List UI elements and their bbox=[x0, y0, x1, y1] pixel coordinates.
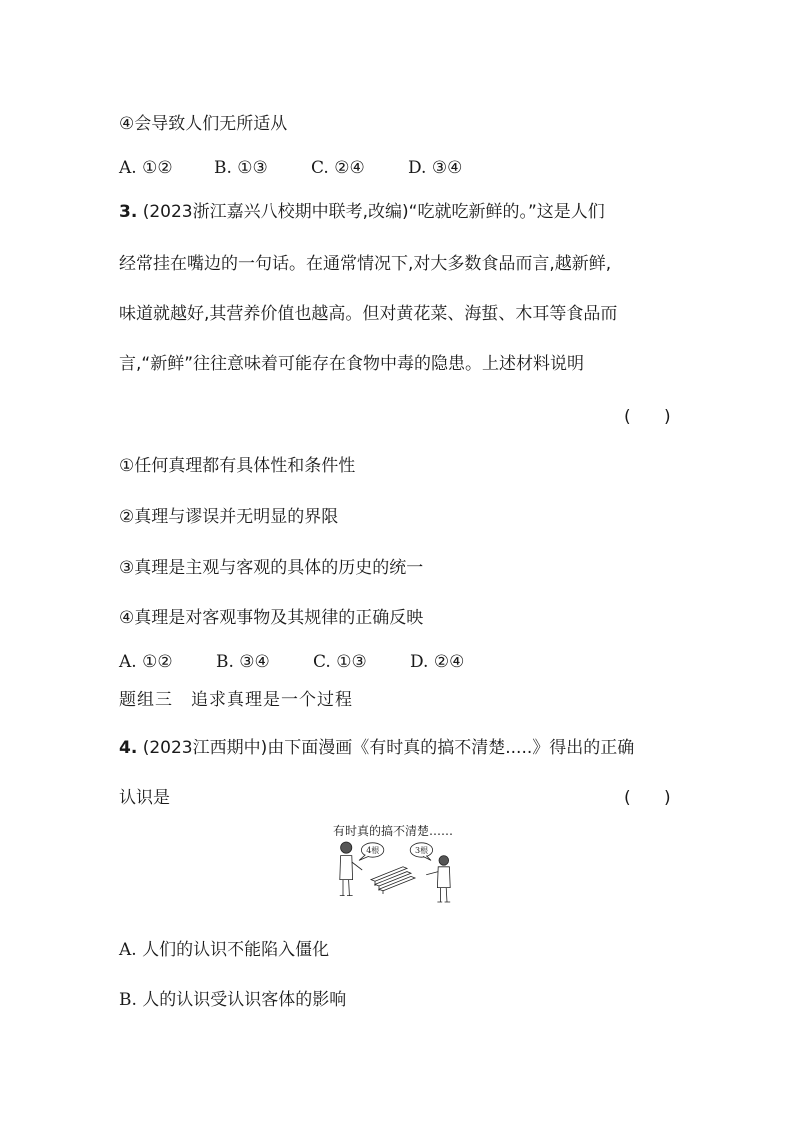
q4-line-1 bbox=[119, 736, 634, 760]
q3-answer-paren[interactable]: ( ) bbox=[624, 407, 685, 427]
left-bubble-text: 4根 bbox=[366, 846, 380, 856]
q2-option-d[interactable]: D. ③④ bbox=[408, 158, 463, 178]
q3-option-a[interactable]: A. ①② bbox=[119, 652, 173, 672]
q3-item-4: ④真理是对客观事物及其规律的正确反映 bbox=[119, 608, 424, 628]
q4-option-a[interactable]: A. 人们的认识不能陷入僵化 bbox=[119, 940, 330, 960]
q3-line-3: 味道就越好,其营养价值也越高。但对黄花菜、海蜇、木耳等食品而 bbox=[119, 304, 618, 324]
q3-line-2: 经常挂在嘴边的一句话。在通常情况下,对大多数食品而言,越新鲜, bbox=[119, 254, 612, 274]
q2-options bbox=[119, 156, 462, 180]
right-person-figure bbox=[426, 856, 450, 902]
q3-line-1 bbox=[119, 200, 605, 224]
q3-option-b[interactable]: B. ③④ bbox=[216, 652, 270, 672]
comic-illustration bbox=[320, 838, 470, 918]
q2-option-c[interactable]: C. ②④ bbox=[311, 158, 365, 178]
q2-option-b[interactable]: B. ①③ bbox=[214, 158, 268, 178]
q4-text-1: (2023江西期中)由下面漫画《有时真的搞不清楚.....》得出的正确 bbox=[142, 738, 635, 758]
right-bubble-text: 3根 bbox=[415, 846, 429, 856]
q3-text-1: (2023浙江嘉兴八校期中联考,改编)“吃就吃新鲜的。”这是人们 bbox=[142, 202, 605, 222]
q3-item-2: ②真理与谬误并无明显的界限 bbox=[119, 507, 339, 527]
comic-caption: 有时真的搞不清楚…… bbox=[333, 824, 454, 838]
q3-number: 3. bbox=[119, 202, 138, 222]
q4-option-b[interactable]: B. 人的认识受认识客体的影响 bbox=[119, 990, 347, 1010]
q3-options bbox=[119, 650, 464, 674]
q4-number: 4. bbox=[119, 738, 138, 758]
q2-item-4: ④会导致人们无所适从 bbox=[119, 114, 288, 134]
q3-item-3: ③真理是主观与客观的具体的历史的统一 bbox=[119, 558, 424, 578]
q3-item-1: ①任何真理都有具体性和条件性 bbox=[119, 456, 356, 476]
q4-line-2: 认识是 bbox=[119, 788, 170, 808]
sticks-drawing bbox=[371, 867, 415, 894]
q3-option-c[interactable]: C. ①③ bbox=[313, 652, 367, 672]
q2-option-a[interactable]: A. ①② bbox=[119, 158, 173, 178]
q3-line-4: 言,“新鲜”往往意味着可能存在食物中毒的隐患。上述材料说明 bbox=[119, 354, 585, 374]
q3-option-d[interactable]: D. ②④ bbox=[410, 652, 465, 672]
left-person-figure bbox=[340, 842, 362, 896]
section-heading: 题组三 追求真理是一个过程 bbox=[119, 690, 353, 710]
q4-answer-paren[interactable]: ( ) bbox=[624, 788, 685, 808]
